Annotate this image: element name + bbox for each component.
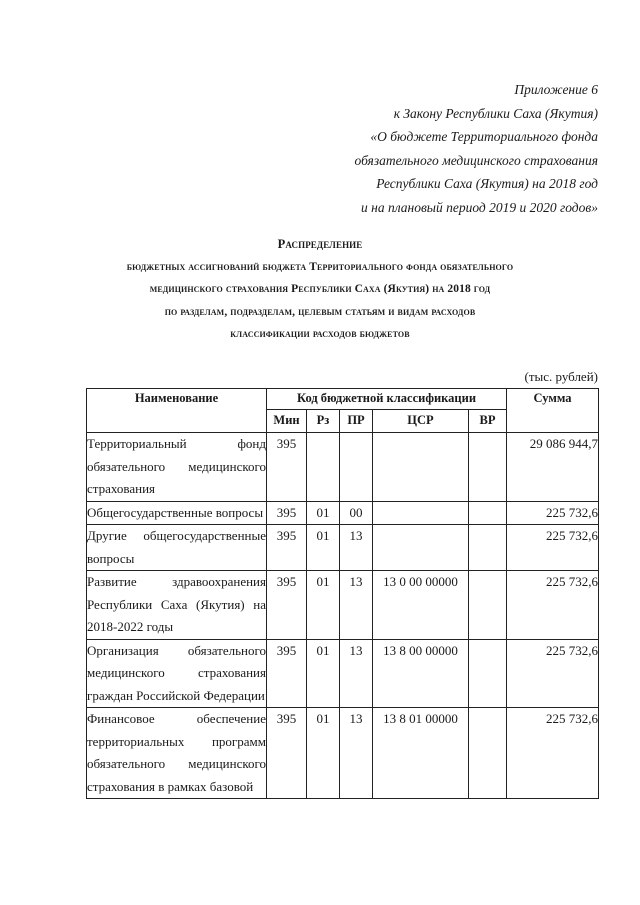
annex-line: Республики Саха (Якутия) на 2018 год	[376, 176, 598, 191]
cell-sum: 225 732,6	[507, 708, 599, 799]
cell-pr: 13	[340, 639, 373, 708]
document-heading	[0, 233, 640, 346]
heading-title: Распределение	[277, 237, 363, 251]
table-row	[87, 433, 599, 502]
header-min: Мин	[267, 410, 307, 433]
cell-sum: 225 732,6	[507, 501, 599, 525]
cell-min: 395	[267, 708, 307, 799]
cell-rz: 01	[307, 571, 340, 640]
table-row	[87, 639, 599, 708]
cell-sum: 225 732,6	[507, 525, 599, 571]
cell-sum: 29 086 944,7	[507, 433, 599, 502]
table-row	[87, 501, 599, 525]
cell-rz: 01	[307, 501, 340, 525]
annex-line: и на плановый период 2019 и 2020 годов»	[361, 199, 598, 215]
cell-csr: 13 8 00 00000	[373, 639, 469, 708]
cell-name: Финансовое обеспечение территориальных программ обязательного медицинского страхования в рамках базовой	[87, 708, 267, 799]
annex-line: обязательного медицинского страхования	[354, 152, 598, 168]
cell-min: 395	[267, 525, 307, 571]
header-vr: ВР	[469, 410, 507, 433]
cell-csr	[373, 433, 469, 502]
cell-pr: 13	[340, 571, 373, 640]
cell-vr	[469, 571, 507, 640]
cell-pr: 13	[340, 708, 373, 799]
cell-csr	[373, 501, 469, 525]
cell-name: Общегосударственные вопросы	[87, 501, 267, 525]
cell-vr	[469, 525, 507, 571]
heading-line: классификации расходов бюджетов	[230, 328, 410, 340]
cell-name: Другие общегосударственные вопросы	[87, 525, 267, 571]
cell-min: 395	[267, 433, 307, 502]
cell-rz: 01	[307, 525, 340, 571]
cell-min: 395	[267, 501, 307, 525]
cell-name: Территориальный фонд обязательного медицинского страхования	[87, 433, 267, 502]
cell-csr	[373, 525, 469, 571]
header-code-group: Код бюджетной классификации	[267, 389, 507, 410]
budget-table	[86, 388, 599, 799]
cell-csr: 13 8 01 00000	[373, 708, 469, 799]
cell-sum: 225 732,6	[507, 571, 599, 640]
heading-line: бюджетных ассигнований бюджета Территориального фонда обязательного	[126, 260, 514, 273]
units-label: (тыс. рублей)	[524, 369, 598, 384]
cell-pr: 13	[340, 525, 373, 571]
cell-name: Развитие здравоохранения Республики Саха (Якутия) на 2018-2022 годы	[87, 571, 267, 640]
cell-pr: 00	[340, 501, 373, 525]
cell-vr	[469, 708, 507, 799]
cell-rz: 01	[307, 639, 340, 708]
cell-min: 395	[267, 571, 307, 640]
cell-csr: 13 0 00 00000	[373, 571, 469, 640]
header-name: Наименование	[87, 389, 267, 433]
cell-vr	[469, 639, 507, 708]
cell-vr	[469, 501, 507, 525]
header-pr: ПР	[340, 410, 373, 433]
cell-name: Организация обязательного медицинского страхования граждан Российской Федерации	[87, 639, 267, 708]
cell-rz: 01	[307, 708, 340, 799]
header-sum: Сумма	[507, 389, 599, 433]
cell-vr	[469, 433, 507, 502]
table-row	[87, 525, 599, 571]
cell-rz	[307, 433, 340, 502]
table-row	[87, 571, 599, 640]
cell-sum: 225 732,6	[507, 639, 599, 708]
annex-line: «О бюджете Территориального фонда	[370, 129, 598, 144]
table-row	[87, 708, 599, 799]
header-rz: Рз	[307, 410, 340, 433]
cell-pr	[340, 433, 373, 502]
annex-reference	[355, 78, 598, 219]
heading-line: по разделам, подразделам, целевым статьям и видам расходов	[164, 305, 476, 318]
annex-line: Приложение 6	[514, 82, 598, 97]
header-csr: ЦСР	[373, 410, 469, 433]
cell-min: 395	[267, 639, 307, 708]
heading-line: медицинского страхования Республики Саха (Якутия) на 2018 год	[149, 283, 491, 295]
annex-line: к Закону Республики Саха (Якутия)	[393, 105, 598, 121]
